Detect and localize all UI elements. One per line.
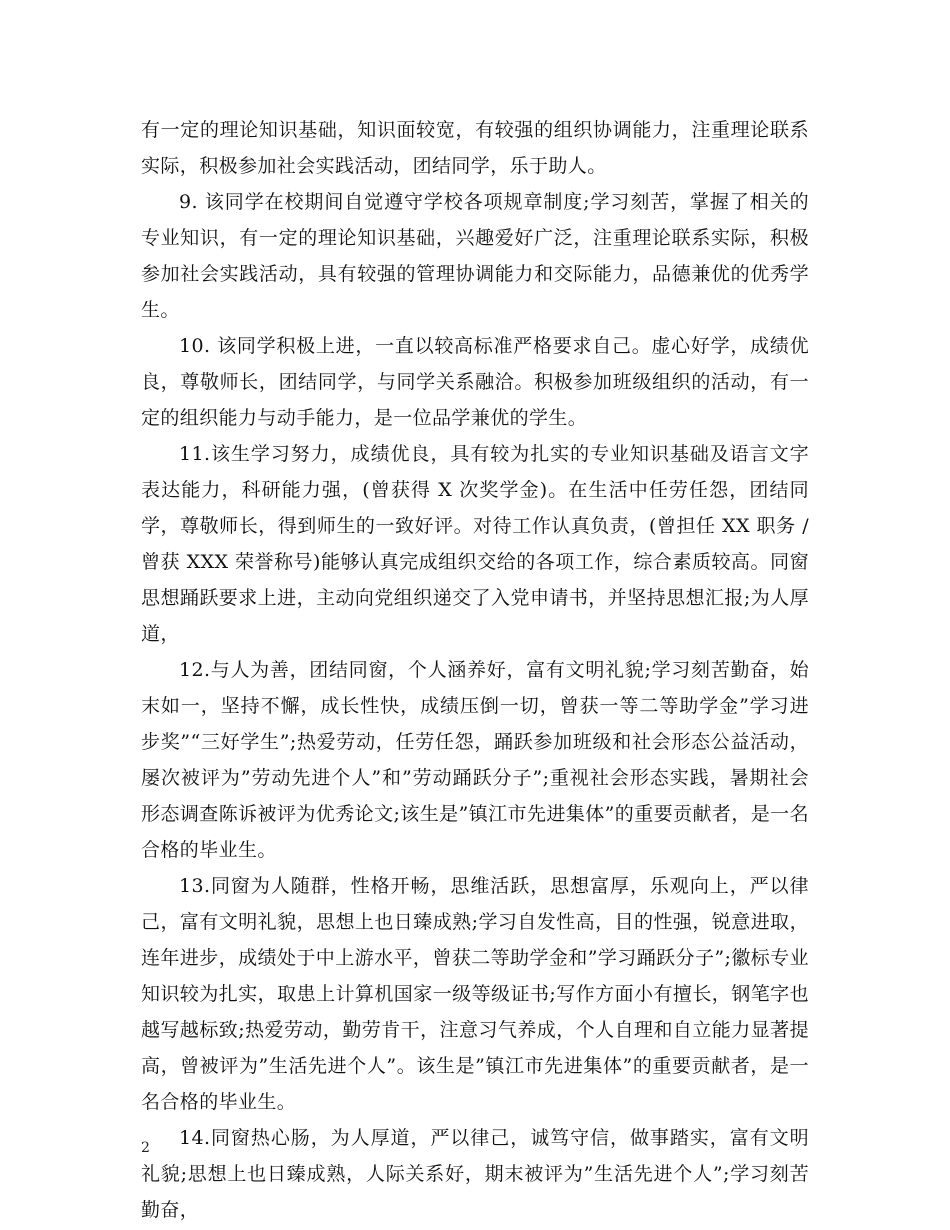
paragraph-item-12: 12.与人为善，团结同窗，个人涵养好，富有文明礼貌;学习刻苦勤奋，始末如一，坚持不懈，成长性快，成绩压倒一切，曾获一等二等助学金”学习进步奖”“三好学生”;热爱劳动，任劳任怨，踊跃参加班级和社会形态公益活动，屡次被评为”劳动先进个人”和”劳动踊跃分子”;重视社会形态实践，暑期社会形态调查陈诉被评为优秀论文;该生是”镇江市先进集体”的重要贡献者，是一名合格的毕业生。 [141, 659, 809, 861]
paragraph-item-11: 11.该生学习努力，成绩优良，具有较为扎实的专业知识基础及语言文字表达能力，科研能力强，(曾获得 X 次奖学金)。在生活中任劳任怨，团结同学，尊敬师长，得到师生的一致好评。对待工作认真负责，(曾担任 XX 职务 / 曾获 XXX 荣誉称号)能够认真完成组织交给的各项工作，综合素质较高。同窗思想踊跃要求上进，主动向党组织递交了入党申请书，并坚持思想汇报;为人厚道， [141, 443, 809, 645]
paragraph-item-9: 9. 该同学在校期间自觉遵守学校各项规章制度;学习刻苦，掌握了相关的专业知识，有一定的理论知识基础，兴趣爱好广泛，注重理论联系实际，积极参加社会实践活动，具有较强的管理协调能力和交际能力，品德兼优的优秀学生。 [141, 191, 809, 321]
paragraph-item-10: 10. 该同学积极上进，一直以较高标准严格要求自己。虚心好学，成绩优良，尊敬师长，团结同学，与同学关系融洽。积极参加班级组织的活动，有一定的组织能力与动手能力，是一位品学兼优的学生。 [141, 335, 809, 429]
paragraph-item-14: 14.同窗热心肠，为人厚道，严以律己，诚笃守信，做事踏实，富有文明礼貌;思想上也日臻成熟，人际关系好，期末被评为”生活先进个人”;学习刻苦勤奋， [141, 1127, 809, 1221]
paragraph-item-13: 13.同窗为人随群，性格开畅，思维活跃，思想富厚，乐观向上，严以律己，富有文明礼貌，思想上也日臻成熟;学习自发性高，目的性强，锐意进取，连年进步，成绩处于中上游水平，曾获二等助学金和”学习踊跃分子”;徽标专业知识较为扎实，取患上计算机国家一级等级证书;写作方面小有擅长，钢笔字也越写越标致;热爱劳动，勤劳肯干，注意习气养成，个人自理和自立能力显著提高，曾被评为”生活先进个人”。该生是”镇江市先进集体”的重要贡献者，是一名合格的毕业生。 [141, 875, 809, 1113]
page-number: 2 [141, 1140, 150, 1156]
paragraph-continuation: 有一定的理论知识基础，知识面较宽，有较强的组织协调能力，注重理论联系实际，积极参加社会实践活动，团结同学，乐于助人。 [141, 119, 809, 177]
document-body [141, 112, 809, 1228]
